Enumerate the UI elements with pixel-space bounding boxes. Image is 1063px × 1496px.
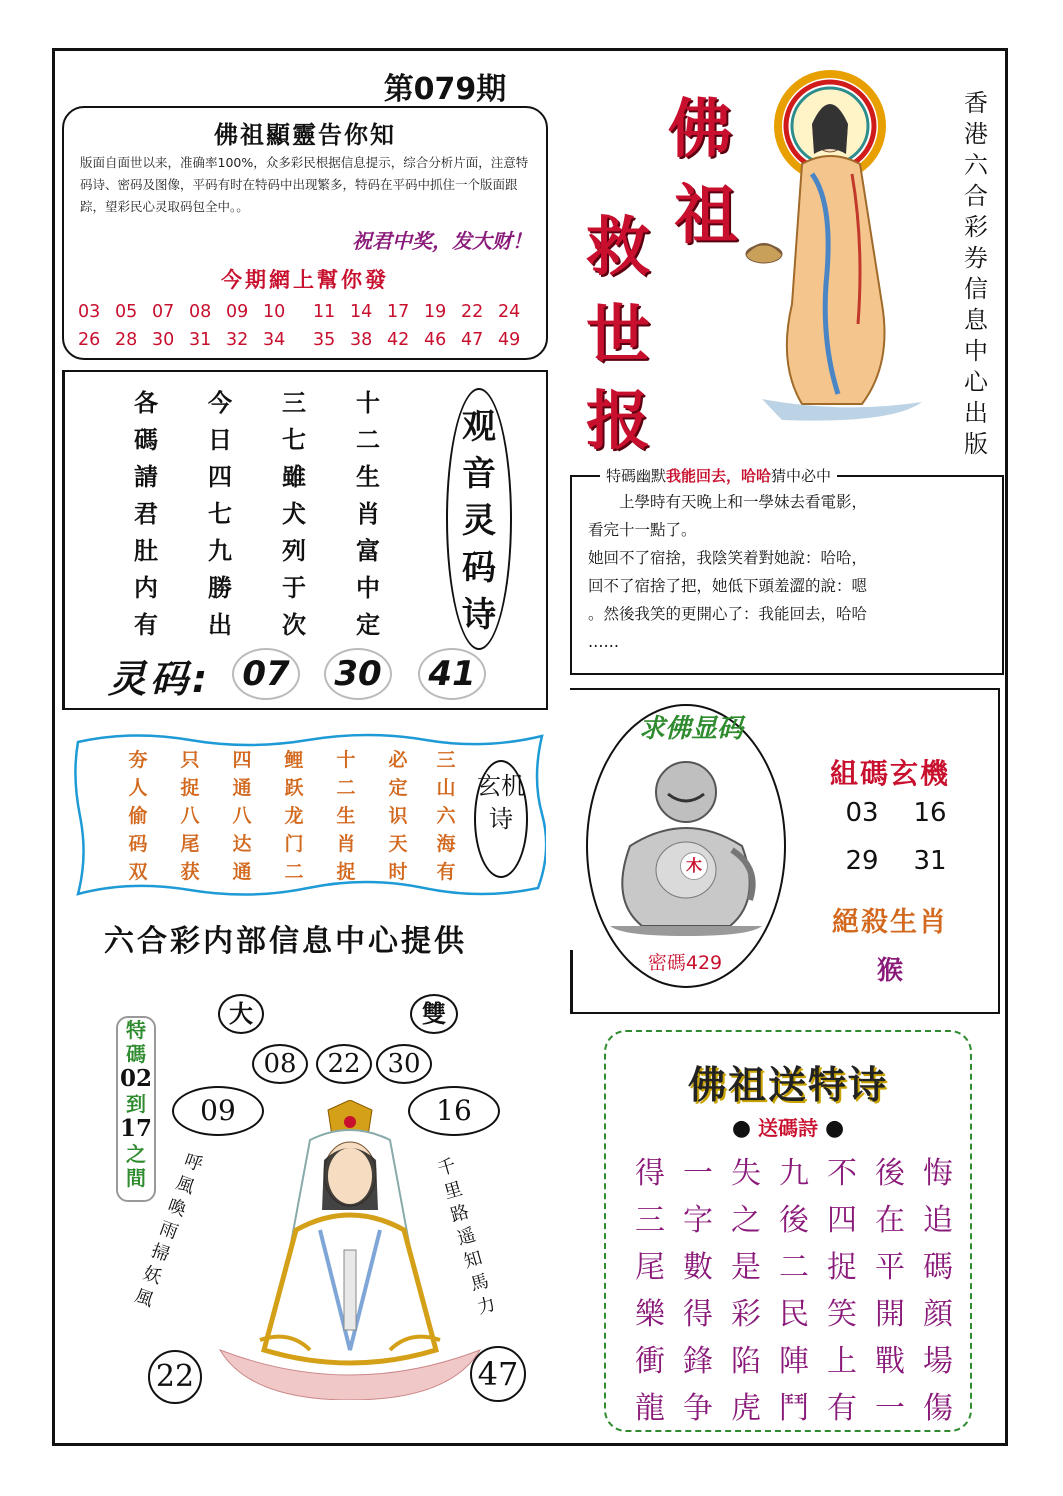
- poem-char: 肖: [356, 499, 380, 528]
- song-char: 得: [635, 1156, 665, 1191]
- xuanji-char: 偷: [128, 805, 148, 827]
- seated-deity-illustration: [200, 1100, 500, 1400]
- double-badge: 雙: [410, 994, 458, 1034]
- joke-heading-suffix: 猜中必中: [771, 467, 832, 485]
- poem-char: 日: [208, 425, 232, 454]
- xuanji-char: 龙: [284, 805, 304, 827]
- poem-char: 君: [134, 499, 158, 528]
- poem-char: 九: [208, 536, 232, 565]
- xuanji-char: 通: [232, 777, 252, 799]
- group-number: 29: [845, 846, 879, 876]
- bullet-icon: ●: [824, 1116, 845, 1141]
- publisher-label: 香港六合彩券信息中心出版: [964, 89, 988, 458]
- number: 49: [498, 330, 521, 350]
- corner-number-right: 47: [470, 1346, 526, 1402]
- song-column: [868, 1150, 912, 1432]
- joke-line: 看完十一點了。: [588, 521, 697, 539]
- lingma-label: 灵码:: [108, 657, 212, 701]
- song-char: 龍: [635, 1391, 665, 1426]
- kill-zodiac-value: 猴: [876, 956, 903, 986]
- poem-char: 二: [356, 425, 380, 454]
- xuanji-char: 山: [436, 777, 456, 799]
- poem-left: 呼風喚雨掃妖風: [132, 1149, 206, 1312]
- xuanji-char: 四: [232, 749, 252, 771]
- song-char: 傷: [923, 1391, 953, 1426]
- number: 30: [152, 330, 175, 350]
- song-char: 不: [827, 1156, 857, 1191]
- song-char: 陷: [731, 1344, 761, 1379]
- joke-line: 她回不了宿捨，我陰笑着對她說：哈哈，: [588, 549, 868, 567]
- number: 47: [461, 330, 484, 350]
- tema-range-box: [116, 1016, 156, 1202]
- poem-char: 碼: [134, 425, 158, 454]
- xuanji-char: 码: [128, 833, 148, 855]
- masthead-char: 佛: [668, 92, 732, 167]
- xuanji-char: 肖: [336, 833, 356, 855]
- xuanji-char: 定: [388, 777, 408, 799]
- xuanji-column: [170, 746, 210, 886]
- song-char: 碼: [923, 1250, 953, 1285]
- provider-line: 六合彩内部信息中心提供: [104, 924, 467, 959]
- xuanji-char: 尾: [180, 833, 200, 855]
- poem-char: 定: [356, 610, 380, 639]
- poem-column: [198, 384, 242, 643]
- help-title: 今期網上幫你發: [221, 268, 389, 292]
- tema-char: 間: [126, 1166, 146, 1190]
- xuanji-char: 二: [336, 777, 356, 799]
- number: 07: [152, 302, 175, 322]
- xuanji-column: [326, 746, 366, 886]
- number: 17: [387, 302, 410, 322]
- xuanji-char: 六: [436, 805, 456, 827]
- xuanji-char: 达: [232, 833, 252, 855]
- xuanji-column: [274, 746, 314, 886]
- number: 42: [387, 330, 410, 350]
- poem-char: 中: [356, 573, 380, 602]
- song-char: 後: [875, 1156, 905, 1191]
- song-char: 有: [827, 1391, 857, 1426]
- song-char: 一: [875, 1391, 905, 1426]
- side-number-right: 16: [408, 1086, 500, 1136]
- xuanji-column: [118, 746, 158, 886]
- xuanji-char: 捉: [336, 861, 356, 883]
- song-char: 平: [875, 1250, 905, 1285]
- song-column: [676, 1150, 720, 1432]
- buddha-box-left-border: [570, 950, 573, 1014]
- song-char: 追: [923, 1203, 953, 1238]
- top-number: 08: [252, 1044, 308, 1084]
- song-char: 是: [731, 1250, 761, 1285]
- xuanji-char: 生: [336, 805, 356, 827]
- poem-char: 十: [356, 388, 380, 417]
- number: 22: [461, 302, 484, 322]
- joke-body: [588, 488, 996, 656]
- poem-char: 肚: [134, 536, 158, 565]
- top-number: 22: [316, 1044, 372, 1084]
- song-char: 衝: [635, 1344, 665, 1379]
- masthead-char: 报: [586, 384, 650, 459]
- joke-line: 上學時有天晚上和一學妹去看電影，: [588, 493, 868, 511]
- poem-char: 于: [282, 573, 306, 602]
- laughing-buddha-illustration: [600, 750, 772, 936]
- poem-char: 請: [134, 462, 158, 491]
- joke-line: 回不了宿捨了把，她低下頭羞澀的說：嗯: [588, 577, 868, 595]
- number: 14: [350, 302, 373, 322]
- song-char: 争: [683, 1391, 713, 1426]
- number: 10: [263, 302, 286, 322]
- xuanji-char: 八: [180, 805, 200, 827]
- xuanji-column: [378, 746, 418, 886]
- song-char: 樂: [635, 1297, 665, 1332]
- xuanji-char: 时: [388, 861, 408, 883]
- xuanji-char: 捉: [180, 777, 200, 799]
- tema-number: 17: [119, 1115, 152, 1142]
- number: 32: [226, 330, 249, 350]
- joke-heading-prefix: 特碼幽默: [606, 467, 667, 485]
- xuanji-char: 十: [336, 749, 356, 771]
- xuanji-char: 跃: [284, 777, 304, 799]
- issue-number: 第079期: [383, 72, 507, 107]
- xuanji-char: 海: [436, 833, 456, 855]
- song-char: 九: [779, 1156, 809, 1191]
- group-code-title: 組碼玄機: [829, 757, 950, 790]
- poem-char: 七: [208, 499, 232, 528]
- number: 38: [350, 330, 373, 350]
- side-number-left: 09: [172, 1086, 264, 1136]
- song-column: [916, 1150, 960, 1432]
- joke-heading-highlight: 我能回去，哈哈: [666, 467, 772, 485]
- song-char: 上: [827, 1344, 857, 1379]
- song-char: 之: [731, 1203, 761, 1238]
- song-char: 戰: [875, 1344, 905, 1379]
- big-badge: 大: [218, 994, 264, 1034]
- song-char: 彩: [731, 1297, 761, 1332]
- number: 09: [226, 302, 249, 322]
- song-char: 尾: [635, 1250, 665, 1285]
- standing-deity-illustration: [742, 64, 942, 424]
- poem-box-left-border: [62, 372, 65, 710]
- number: 19: [424, 302, 447, 322]
- poem-label: 观音灵码诗: [462, 407, 496, 635]
- tema-char: 碼: [126, 1042, 146, 1066]
- intro-title: 佛祖顯靈告你知: [214, 121, 396, 149]
- lingma-number: 30: [324, 648, 392, 700]
- masthead-char: 救: [586, 210, 650, 285]
- xuanji-char: 门: [284, 833, 304, 855]
- corner-number-left: 22: [148, 1350, 202, 1404]
- xuanji-char: 鲤: [284, 749, 304, 771]
- number: 08: [189, 302, 212, 322]
- xuanji-char: 必: [388, 749, 408, 771]
- group-number: 31: [913, 846, 947, 876]
- poem-column: [346, 384, 390, 643]
- song-poem-subtitle: [604, 1112, 972, 1141]
- poem-char: 勝: [208, 573, 232, 602]
- number: 46: [424, 330, 447, 350]
- song-char: 一: [683, 1156, 713, 1191]
- poem-char: 三: [282, 388, 306, 417]
- song-char: 民: [779, 1297, 809, 1332]
- poem-right: 千里路遥知馬力: [435, 1155, 498, 1319]
- buddha-arc-text: 求佛显码: [638, 714, 743, 744]
- song-char: 失: [731, 1156, 761, 1191]
- poem-column: [124, 384, 168, 643]
- poem-char: 犬: [282, 499, 306, 528]
- poem-column: [272, 384, 316, 643]
- kill-zodiac-title: 絕殺生肖: [832, 907, 948, 938]
- song-char: 數: [683, 1250, 713, 1285]
- group-number: 03: [845, 798, 879, 828]
- slogan: 祝君中奖，发大财！: [352, 229, 532, 253]
- song-char: 虎: [731, 1391, 761, 1426]
- top-number: 30: [376, 1044, 432, 1084]
- song-char: 字: [683, 1203, 713, 1238]
- xuanji-char: 八: [232, 805, 252, 827]
- xuanji-char: 夯: [128, 749, 148, 771]
- xuanji-char: 识: [388, 805, 408, 827]
- poem-char: 今: [208, 388, 232, 417]
- poem-char: 出: [208, 610, 232, 639]
- xuanji-char: 获: [180, 861, 200, 883]
- masthead-char: 祖: [674, 178, 738, 253]
- xuanji-char: 只: [180, 749, 200, 771]
- number: 31: [189, 330, 212, 350]
- poem-char: 四: [208, 462, 232, 491]
- number: 35: [313, 330, 336, 350]
- xuanji-char: 天: [388, 833, 408, 855]
- xuanji-column: [426, 746, 466, 886]
- numbers-row-1: [78, 302, 538, 322]
- tema-char: 特: [126, 1018, 146, 1042]
- tema-number: 02: [119, 1065, 152, 1092]
- xuanji-label: 玄机诗: [477, 772, 525, 833]
- song-char: 在: [875, 1203, 905, 1238]
- xuanji-column: [222, 746, 262, 886]
- number: 34: [263, 330, 286, 350]
- tema-char: 到: [126, 1092, 146, 1116]
- tema-char: 之: [126, 1142, 146, 1166]
- bullet-icon: ●: [731, 1116, 752, 1141]
- element-badge: 木: [680, 852, 708, 880]
- number: 11: [313, 302, 336, 322]
- song-char: 二: [779, 1250, 809, 1285]
- numbers-row-2: [78, 330, 538, 350]
- xuanji-char: 三: [436, 749, 456, 771]
- number: 03: [78, 302, 101, 322]
- song-column: [820, 1150, 864, 1432]
- joke-line: 。然後我笑的更開心了：我能回去，哈哈: [588, 605, 868, 623]
- poem-char: 七: [282, 425, 306, 454]
- poem-char: 雖: [282, 462, 306, 491]
- poem-char: 有: [134, 610, 158, 639]
- group-number: 16: [913, 798, 947, 828]
- song-char: 捉: [827, 1250, 857, 1285]
- poem-char: 各: [134, 388, 158, 417]
- song-char: 四: [827, 1203, 857, 1238]
- song-column: [724, 1150, 768, 1432]
- poem-char: 次: [282, 610, 306, 639]
- song-poem-title: 佛祖送特诗: [687, 1063, 888, 1107]
- xuanji-char: 人: [128, 777, 148, 799]
- song-char: 開: [875, 1297, 905, 1332]
- xuanji-char: 有: [436, 861, 456, 883]
- song-char: 後: [779, 1203, 809, 1238]
- song-char: 鋒: [683, 1344, 713, 1379]
- song-char: 鬥: [779, 1391, 809, 1426]
- joke-line: ……: [588, 633, 619, 651]
- poem-char: 列: [282, 536, 306, 565]
- poem-char: 富: [356, 536, 380, 565]
- poem-char: 内: [134, 573, 158, 602]
- number: 24: [498, 302, 521, 322]
- song-char: 顔: [923, 1297, 953, 1332]
- song-char: 悔: [923, 1156, 953, 1191]
- song-poem-subtitle-text: 送碼詩: [758, 1116, 818, 1140]
- xuanji-char: 通: [232, 861, 252, 883]
- song-column: [628, 1150, 672, 1432]
- xuanji-char: 双: [128, 861, 148, 883]
- intro-body: 版面自面世以来，准确率100%，众多彩民根据信息提示，综合分析片面，注意特码诗、密码及图像，平码有时在特码中出现繁多，特码在平码中抓住一个版面跟踪，望彩民心灵取码包全中。。: [80, 155, 529, 214]
- joke-heading: [600, 465, 837, 486]
- xuanji-char: 二: [284, 861, 304, 883]
- song-char: 笑: [827, 1297, 857, 1332]
- lingma-number: 41: [418, 648, 486, 700]
- secret-code: 密碼429: [647, 952, 723, 974]
- masthead-char: 世: [586, 298, 650, 373]
- number: 28: [115, 330, 138, 350]
- song-char: 得: [683, 1297, 713, 1332]
- poem-char: 生: [356, 462, 380, 491]
- song-char: 三: [635, 1203, 665, 1238]
- song-char: 陣: [779, 1344, 809, 1379]
- lingma-number: 07: [232, 648, 300, 700]
- song-char: 場: [923, 1344, 953, 1379]
- song-column: [772, 1150, 816, 1432]
- number: 05: [115, 302, 138, 322]
- number: 26: [78, 330, 101, 350]
